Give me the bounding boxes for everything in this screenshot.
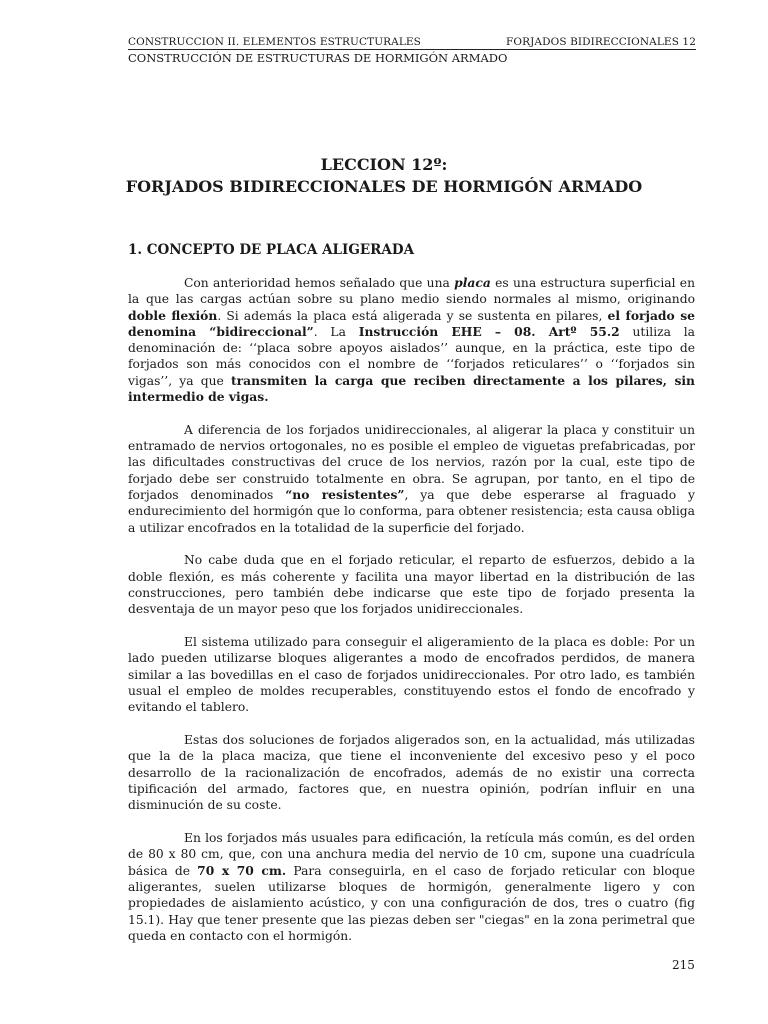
text-run: En los forjados más usuales para edificación, la retícula más común, es del orden de 80 x 80 cm, que, con una anchura media del nervio de 10 cm, supone una cuadrícula básica de	[128, 831, 695, 878]
text-run: Con anterioridad hemos señalado que una	[184, 276, 455, 290]
text-run: Para conseguirla, en el caso de forjado reticular con bloque aligerantes, suelen utilizarse bloques de hormigón, generalmente ligero y con propiedades de aislamiento acústico, y con una configuración de dos, tres o cuatro (fig 15.1). Hay que tener presente que las piezas deben ser "ciegas" en la zona perimetral que queda en contacto con el hormigón.	[128, 863, 695, 943]
running-header	[128, 36, 696, 48]
lesson-title	[100, 154, 668, 198]
text-run-emphasis: placa	[454, 275, 491, 290]
body-text	[128, 275, 695, 961]
paragraph-3: No cabe duda que en el forjado reticular, el reparto de esfuerzos, debido a la doble flexión, es más coherente y facilita una mayor libertad en la distribución de las construcciones, pero también debe indicarse que este tipo de forjado presenta la desventaja de un mayor peso que los forjados unidireccionales.	[128, 553, 695, 617]
page-number: 215	[672, 958, 695, 972]
header-right: FORJADOS BIDIRECCIONALES 12	[506, 36, 696, 48]
section-heading: 1. CONCEPTO DE PLACA ALIGERADA	[128, 242, 415, 258]
text-run-bold: “no resistentes”	[285, 487, 405, 503]
text-run-bold: 70 x 70 cm.	[197, 862, 287, 878]
text-run-bold: Instrucción EHE – 08. Artº 55.2	[358, 323, 620, 339]
paragraph-6	[128, 830, 695, 944]
lesson-topic: FORJADOS BIDIRECCIONALES DE HORMIGÓN ARMADO	[125, 177, 643, 196]
header-left: CONSTRUCCION II. ELEMENTOS ESTRUCTURALES	[128, 36, 421, 48]
header-subtitle: CONSTRUCCIÓN DE ESTRUCTURAS DE HORMIGÓN ARMADO	[128, 51, 508, 65]
text-run-bold: doble flexión	[128, 307, 218, 323]
text-run: utiliza la denominación de: ‘‘placa sobre apoyos aislados’’ aunque, en la práctica, este tipo de forjados son más conocidos con el nombre de ‘‘forjados reticulares’’ o ‘‘forjados sin vigas’’, ya que	[128, 324, 695, 388]
header-divider	[128, 49, 696, 50]
lesson-number: LECCION 12º:	[320, 155, 448, 174]
text-run: A diferencia de los forjados unidireccionales, al aligerar la placa y constituir un entramado de nervios ortogonales, no es posible el empleo de viguetas prefabricadas, por las dificultades constructivas del cruce de los nervios, razón por la cual, este tipo de forjado debe ser construido totalmente en obra. Se agrupan, por tanto, en el tipo de forjados denominados	[128, 422, 695, 503]
paragraph-2	[128, 422, 695, 536]
text-run: , ya que debe esperarse al fraguado y endurecimiento del hormigón que lo conforma, para obtener resistencia; esta causa obliga a utilizar encofrados en la totalidad de la superficie del forjado.	[128, 488, 695, 535]
text-run: es una estructura superficial en la que las cargas actúan sobre su plano medio siendo normales al mismo, originando	[128, 276, 695, 307]
text-run: . La	[313, 324, 359, 339]
paragraph-4: El sistema utilizado para conseguir el aligeramiento de la placa es doble: Por un lado pueden utilizarse bloques aligerantes a modo de encofrados perdidos, de manera similar a las bovedillas en el caso de forjados unidireccionales. Por otro lado, es también usual el empleo de moldes recuperables, constituyendo estos el fondo de encofrado y evitando el tablero.	[128, 635, 695, 715]
paragraph-1	[128, 275, 695, 405]
paragraph-5: Estas dos soluciones de forjados aligerados son, en la actualidad, más utilizadas que la de la placa maciza, que tiene el inconveniente del excesivo peso y el poco desarrollo de la racionalización de encofrados, además de no existir una correcta tipificación del armado, factores que, en nuestra opinión, podrían influir en una disminución de su coste.	[128, 733, 695, 813]
text-run: . Si además la placa está aligerada y se sustenta en pilares,	[217, 308, 608, 323]
text-run-bold: transmiten la carga que reciben directamente a los pilares, sin intermedio de vigas.	[128, 372, 695, 405]
text-run-bold: el forjado se denomina “bidireccional”	[128, 307, 695, 339]
